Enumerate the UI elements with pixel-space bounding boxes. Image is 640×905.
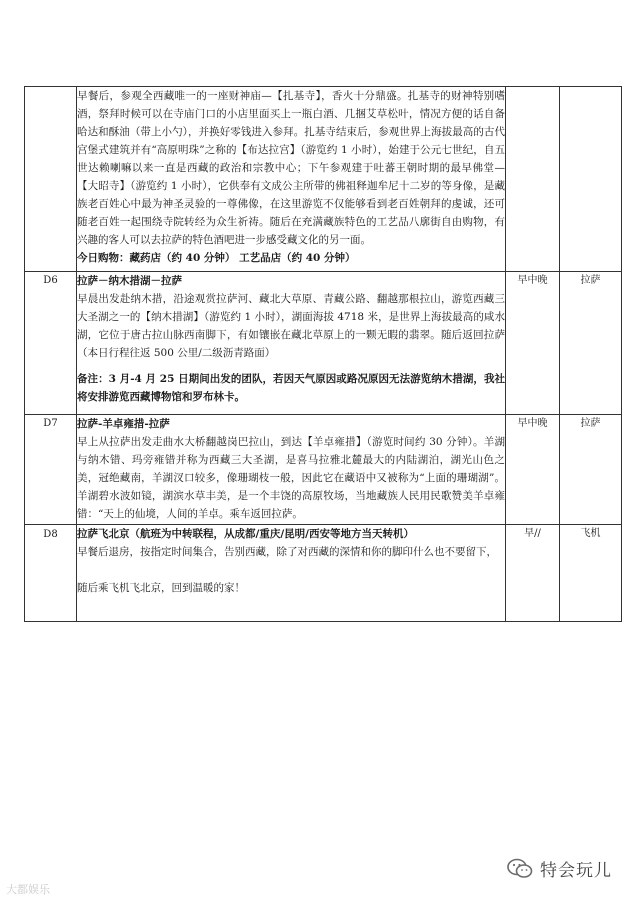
itinerary-table [24, 86, 622, 622]
hotel-cell [560, 87, 622, 272]
hotel-cell: 拉萨 [560, 272, 622, 415]
content-cell [77, 415, 506, 525]
day-description: 早餐后，参观全西藏唯一的一座财神庙—【扎基寺】，香火十分鼎盛。扎基寺的财神特别嗜酒，祭拜时候可以在寺庙门口的小店里面买上一瓶白酒、几捆艾草松叶，情况方便的话自备哈达和酥油（带上小勺），并换好零钱进入参拜。扎基寺结束后，参观世界上海拔最高的古代宫堡式建筑并有“高原明珠”之称的【布达拉宫】（游览约 1 小时），始建于公元七世纪，自五世达赖喇嘛以来一直是西藏的政治和宗教中心；下午参观建于吐蕃王朝时期的最早佛堂—【大昭寺】（游览约 1 小时），它供奉有文成公主所带的佛祖释迦牟尼十二岁的等身像，是藏族老百姓心中最为神圣灵验的一尊佛像，在这里游览不仅能够看到老百姓朝拜的虔诚，还可随老百姓一起围绕寺院转经为众生祈祷。随后在充满藏族特色的工艺品八廓街自由购物，有兴趣的客人可以去拉萨的特色酒吧进一步感受藏文化的另一面。 [77, 90, 505, 246]
account-name: 特会玩儿 [540, 861, 612, 881]
content-cell [77, 87, 506, 272]
content-cell [77, 525, 506, 622]
meal-cell [506, 87, 560, 272]
wechat-icon [506, 857, 534, 881]
day-cell: D6 [25, 272, 77, 415]
day-description: 早上从拉萨出发走曲水大桥翻越岗巴拉山，到达【羊卓雍措】（游览时间约 30 分钟）。羊湖与纳木错、玛旁雍错并称为西藏三大圣湖，是喜马拉雅北麓最大的内陆湖泊，湖光山色之美，冠绝藏南，羊湖汊口较多，像珊瑚枝一般，因此它在藏语中又被称为“上面的珊瑚湖”。羊湖碧水波如镜，湖滨水草丰美，是一个丰饶的高原牧场，当地藏族人民用民歌赞美羊卓雍错：“天上的仙境，人间的羊卓。乘车返回拉萨。 [77, 436, 505, 520]
content-cell [77, 272, 506, 415]
source-watermark: 大都娱乐 [6, 883, 50, 896]
table-row [25, 415, 622, 525]
meal-cell: 早// [506, 525, 560, 622]
hotel-cell: 飞机 [560, 525, 622, 622]
day-cell: D8 [25, 525, 77, 622]
day-title: 拉萨－纳木措湖－拉萨 [77, 275, 182, 287]
day-cell: D7 [25, 415, 77, 525]
day-description: 早餐后退房，按指定时间集合，告别西藏，除了对西藏的深情和你的脚印什么也不要留下， [77, 546, 497, 558]
meal-cell: 早中晚 [506, 415, 560, 525]
closing-text: 随后乘飞机飞北京，回到温暖的家！ [77, 582, 245, 594]
day-title: 拉萨-羊卓雍措-拉萨 [77, 418, 170, 430]
shopping-line: 今日购物：藏药店（约 40 分钟） 工艺品店（约 40 分钟） [77, 252, 356, 264]
account-watermark [506, 856, 612, 881]
note-text: 备注：3 月-4 月 25 日期间出发的团队，若因天气原因或路况原因无法游览纳木措湖，我社将安排游览西藏博物馆和罗布林卡。 [77, 373, 505, 403]
table-row [25, 525, 622, 622]
table-row [25, 272, 622, 415]
hotel-cell: 拉萨 [560, 415, 622, 525]
day-description: 早晨出发赴纳木措，沿途观赏拉萨河、藏北大草原、青藏公路、翻越那根拉山，游览西藏三大圣湖之一的【纳木措湖】（游览约 1 小时），湖面海拔 4718 米，是世界上海拔最高的咸水湖，它位于唐古拉山脉西南脚下，有如镶嵌在藏北草原上的一颗无暇的翡翠。随后返回拉萨（本日行程往返 500 公里/二级沥青路面） [77, 293, 505, 359]
day-title: 拉萨飞北京（航班为中转联程，从成都/重庆/昆明/西安等地方当天转机） [77, 528, 415, 540]
table-row [25, 87, 622, 272]
meal-cell: 早中晚 [506, 272, 560, 415]
day-cell [25, 87, 77, 272]
